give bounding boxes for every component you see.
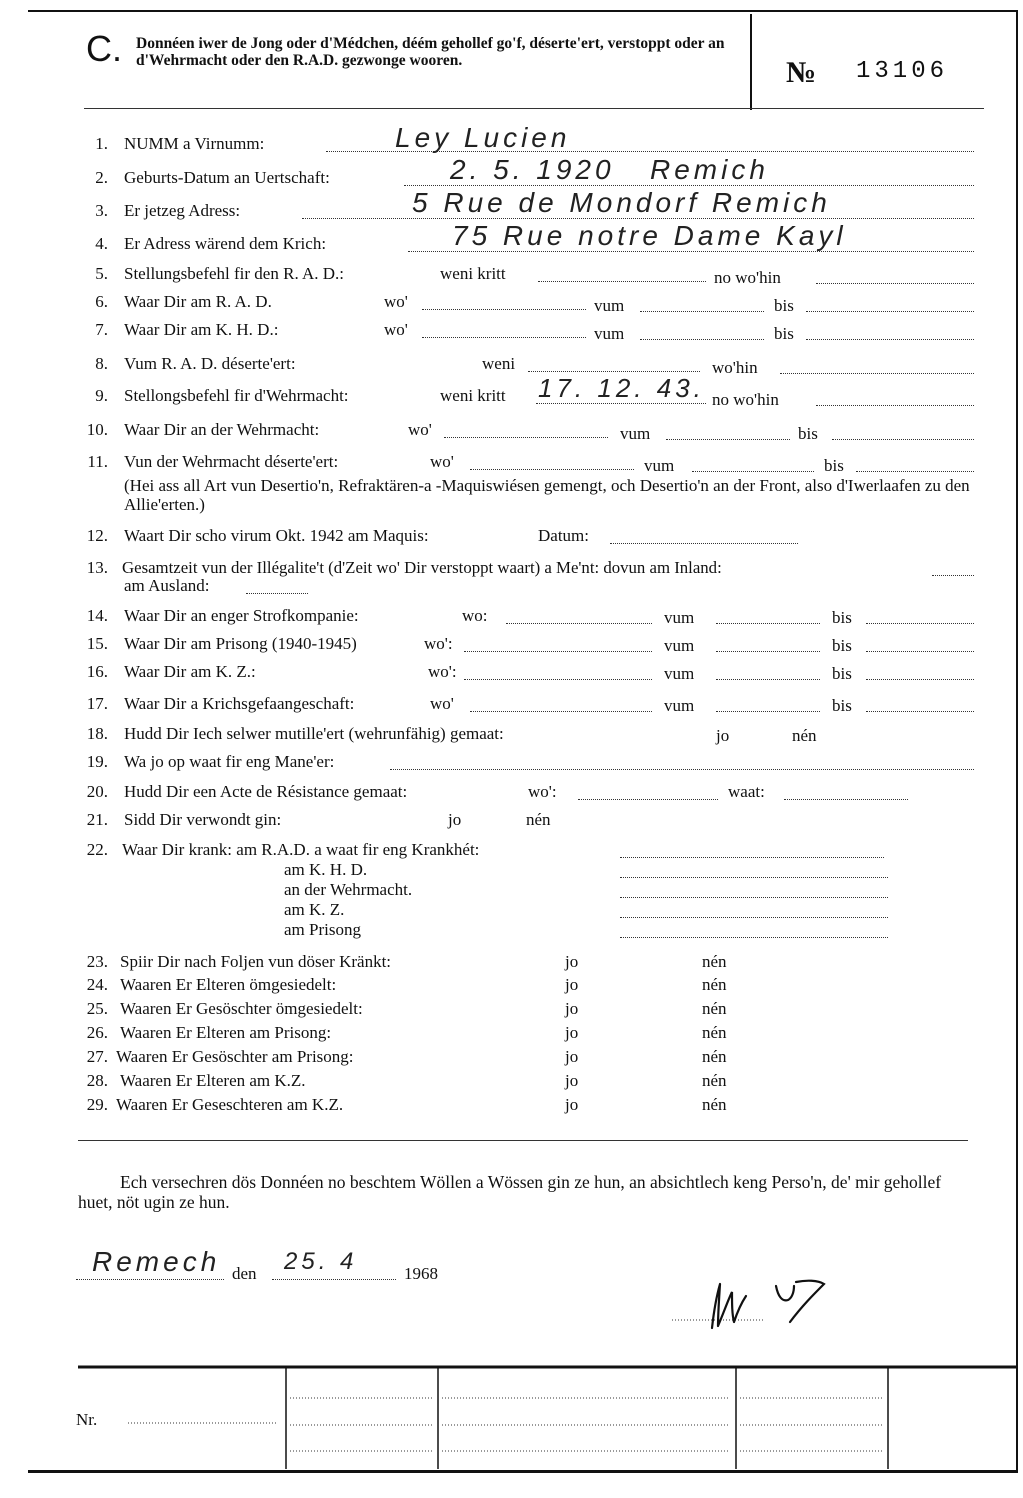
footer-table	[28, 1365, 1016, 1471]
item-label: Hudd Dir Iech selwer mutille'ert (wehrunfähig) gemaat:	[124, 724, 504, 743]
fill-line[interactable]	[470, 711, 652, 712]
option-no[interactable]: nén	[702, 999, 727, 1018]
item-label: Er jetzeg Adress:	[124, 201, 241, 220]
item-label: Stellungsbefehl fir den R. A. D.:	[124, 264, 345, 283]
field-label: bis	[774, 296, 794, 315]
item-number: 21.	[86, 810, 108, 829]
item-label: Gesamtzeit vun der Illégalite't (d'Zeit wo' Dir verstoppt waart) a Me'nt: dovun am Inland:	[122, 558, 722, 577]
fill-line[interactable]	[408, 251, 974, 252]
field-label: Datum:	[538, 526, 589, 545]
item-number: 19.	[86, 752, 108, 771]
option-yes[interactable]: jo	[565, 1071, 579, 1090]
option-no[interactable]: nén	[702, 975, 727, 994]
fill-line[interactable]	[578, 799, 718, 800]
item-label: Waaren Er Geseschteren am K.Z.	[116, 1095, 344, 1114]
fill-line[interactable]	[390, 769, 974, 770]
item-number: 24.	[86, 975, 108, 994]
field-label: wo'	[384, 292, 408, 311]
field-label: bis	[832, 696, 852, 715]
fill-line[interactable]	[716, 711, 820, 712]
option-yes[interactable]: jo	[716, 726, 730, 745]
field-label: wo'	[430, 452, 454, 471]
option-yes[interactable]: jo	[565, 975, 579, 994]
fill-line[interactable]	[666, 439, 790, 440]
item-number: 27.	[86, 1047, 108, 1066]
item-label: Stellongsbefehl fir d'Wehrmacht:	[124, 386, 349, 405]
nr-label: Nr.	[76, 1410, 98, 1429]
number-sign: №	[786, 56, 817, 89]
section-separator	[78, 1140, 968, 1141]
fill-line[interactable]	[716, 651, 820, 652]
item-label: Wa jo op waat fir eng Mane'er:	[124, 752, 335, 771]
field-label: weni	[482, 354, 516, 373]
item-number: 25.	[86, 999, 108, 1018]
option-yes[interactable]: jo	[565, 1047, 579, 1066]
frame-right	[1016, 10, 1018, 1472]
option-yes[interactable]: jo	[565, 1023, 579, 1042]
item-number: 29.	[86, 1095, 108, 1114]
item-number: 17.	[86, 694, 108, 713]
item-11-note: (Hei ass all Art vun Desertio'n, Refraktären-a -Maquiswiésen gemengt, och Desertio'n an der Front, also d'Iwerlaafen zu den Allie'erten.)	[124, 476, 970, 514]
handwritten-birth-place: Remich	[650, 154, 769, 185]
option-no[interactable]: nén	[792, 726, 817, 745]
fill-line[interactable]	[692, 471, 814, 472]
field-label: weni kritt	[440, 386, 506, 405]
item-number: 7.	[95, 320, 108, 339]
fill-line[interactable]	[610, 543, 798, 544]
field-label: bis	[824, 456, 844, 475]
item-number: 16.	[86, 662, 108, 681]
field-label: bis	[774, 324, 794, 343]
item-number: 20.	[86, 782, 108, 801]
item-label: Hudd Dir een Acte de Résistance gemaat:	[124, 782, 408, 801]
field-label: vum	[664, 664, 695, 683]
item-label: Waar Dir an enger Strofkompanie:	[124, 606, 359, 625]
field-label: wo':	[428, 662, 457, 681]
option-no[interactable]: nén	[702, 1071, 727, 1090]
handwritten-order-date: 17. 12. 43.	[538, 373, 705, 403]
den-label: den	[232, 1264, 257, 1283]
item-label: Waar Dir krank: am R.A.D. a waat fir eng Krankhét:	[122, 840, 480, 859]
field-label: bis	[832, 664, 852, 683]
handwritten-place: Remech	[92, 1246, 221, 1277]
item-number: 5.	[95, 264, 108, 283]
fill-line[interactable]	[832, 439, 974, 440]
field-label: wo':	[424, 634, 453, 653]
field-label: no wo'hin	[712, 390, 779, 409]
fill-line[interactable]	[806, 311, 974, 312]
fill-line[interactable]	[404, 185, 974, 186]
item-number: 8.	[95, 354, 108, 373]
fill-line[interactable]	[866, 711, 974, 712]
header-underline	[84, 108, 984, 109]
sub-label: am K. Z.	[284, 900, 345, 919]
handwritten-war-address: 75 Rue notre Dame Kayl	[452, 220, 847, 251]
item-label: Geburts-Datum an Uertschaft:	[124, 168, 330, 187]
item-label: Waar Dir am R. A. D.	[124, 292, 272, 311]
frame-top	[28, 10, 1018, 12]
fill-line[interactable]	[932, 575, 974, 576]
item-number: 3.	[95, 201, 108, 220]
form-number: 13106	[856, 58, 949, 85]
item-label: Waar Dir an der Wehrmacht:	[124, 420, 320, 439]
field-label: vum	[594, 296, 625, 315]
item-label: Waart Dir scho virum Okt. 1942 am Maquis:	[124, 526, 429, 545]
item-label: NUMM a Virnumm:	[124, 134, 265, 153]
item-number: 14.	[86, 606, 108, 625]
option-no[interactable]: nén	[526, 810, 551, 829]
fill-line[interactable]	[620, 917, 888, 918]
field-label: weni kritt	[440, 264, 506, 283]
fill-line[interactable]	[640, 339, 764, 340]
field-label: waat:	[728, 782, 765, 801]
item-number: 18.	[86, 724, 108, 743]
item-label: Waaren Er Gesöschter ömgesiedelt:	[120, 999, 363, 1018]
fill-line[interactable]	[470, 469, 634, 470]
item-number: 15.	[86, 634, 108, 653]
option-no[interactable]: nén	[702, 952, 727, 971]
item-label: Waar Dir am Prisong (1940-1945)	[124, 634, 357, 653]
fill-line[interactable]	[866, 651, 974, 652]
field-label: vum	[620, 424, 651, 443]
item-label: Sidd Dir verwondt gin:	[124, 810, 282, 829]
field-label: vum	[594, 324, 625, 343]
field-label: wo'	[408, 420, 432, 439]
item-label: Vun der Wehrmacht déserte'ert:	[124, 452, 339, 471]
handwritten-name: Ley Lucien	[395, 122, 571, 153]
fill-line[interactable]	[784, 799, 908, 800]
fill-line[interactable]	[806, 339, 974, 340]
field-label: no wo'hin	[714, 268, 781, 287]
header-title: Donnéen iwer de Jong oder d'Médchen, déém gehollef go'f, déserte'ert, verstoppt oder an d'Wehrmacht oder den R.A.D. gezwonge wooren.	[136, 35, 725, 69]
field-label: bis	[798, 424, 818, 443]
handwritten-date: 25. 4	[284, 1248, 358, 1275]
fill-line[interactable]	[538, 281, 706, 282]
fill-line[interactable]	[620, 937, 888, 938]
item-number: 23.	[86, 952, 108, 971]
sub-label: am Prisong	[284, 920, 361, 939]
fill-line[interactable]	[506, 623, 652, 624]
item-number: 6.	[95, 292, 108, 311]
fill-line[interactable]	[536, 403, 706, 404]
fill-line[interactable]	[716, 679, 820, 680]
fill-line[interactable]	[640, 311, 764, 312]
option-yes[interactable]: jo	[565, 952, 579, 971]
field-label: vum	[664, 636, 695, 655]
item-number: 9.	[95, 386, 108, 405]
fill-line[interactable]	[464, 679, 652, 680]
item-number: 13.	[86, 558, 108, 577]
header-divider	[750, 14, 752, 110]
handwritten-current-address: 5 Rue de Mondorf Remich	[412, 187, 831, 218]
field-label: am Ausland:	[124, 576, 210, 595]
field-label: vum	[664, 696, 695, 715]
item-number: 10.	[86, 420, 108, 439]
date-fill-line[interactable]	[272, 1279, 396, 1280]
item-label: Spiir Dir nach Foljen vun döser Kränkt:	[120, 952, 392, 971]
item-label: Waaren Er Elteren am Prisong:	[120, 1023, 332, 1042]
field-label: bis	[832, 636, 852, 655]
fill-line[interactable]	[620, 897, 888, 898]
option-no[interactable]: nén	[702, 1047, 727, 1066]
option-no[interactable]: nén	[702, 1095, 727, 1114]
item-label: Waar Dir a Krichsgefaangeschaft:	[124, 694, 355, 713]
option-no[interactable]: nén	[702, 1023, 727, 1042]
item-number: 12.	[86, 526, 108, 545]
item-number: 22.	[86, 840, 108, 859]
field-label: wo'	[430, 694, 454, 713]
fill-line[interactable]	[528, 371, 700, 372]
field-label: wo'hin	[712, 358, 758, 377]
fill-line[interactable]	[816, 283, 974, 284]
item-number: 2.	[95, 168, 108, 187]
fill-line[interactable]	[780, 373, 974, 374]
sub-label: an der Wehrmacht.	[284, 880, 413, 899]
year-label: 1968	[404, 1264, 438, 1283]
fill-line[interactable]	[246, 593, 308, 594]
option-yes[interactable]: jo	[448, 810, 462, 829]
fill-line[interactable]	[856, 471, 974, 472]
option-yes[interactable]: jo	[565, 1095, 579, 1114]
item-label: Vum R. A. D. déserte'ert:	[124, 354, 296, 373]
item-number: 4.	[95, 234, 108, 253]
item-number: 26.	[86, 1023, 108, 1042]
field-label: bis	[832, 608, 852, 627]
item-label: Waar Dir am K. Z.:	[124, 662, 256, 681]
fill-line[interactable]	[816, 405, 974, 406]
fill-line[interactable]	[620, 877, 888, 878]
declaration-text: Ech versechren dös Donnéen no beschtem Wöllen a Wössen gin ze hun, an absichtlech keng Perso'n, de' mir gehollef huet, nöt ugin ze hun.	[78, 1172, 942, 1212]
fill-line[interactable]	[866, 623, 974, 624]
option-yes[interactable]: jo	[565, 999, 579, 1018]
item-label: Waaren Er Elteren am K.Z.	[120, 1071, 306, 1090]
item-number: 1.	[95, 134, 108, 153]
field-label: vum	[664, 608, 695, 627]
field-label: vum	[644, 456, 675, 475]
item-number: 11.	[87, 452, 108, 471]
fill-line[interactable]	[302, 218, 974, 219]
fill-line[interactable]	[464, 651, 652, 652]
place-fill-line[interactable]	[76, 1279, 224, 1280]
fill-line[interactable]	[866, 679, 974, 680]
fill-line[interactable]	[422, 337, 586, 338]
field-label: wo'	[384, 320, 408, 339]
fill-line[interactable]	[716, 623, 820, 624]
sub-label: am K. H. D.	[284, 860, 368, 879]
fill-line[interactable]	[444, 437, 608, 438]
item-label: Waaren Er Gesöschter am Prisong:	[116, 1047, 354, 1066]
item-label: Waaren Er Elteren ömgesiedelt:	[120, 975, 337, 994]
item-label: Er Adress wärend dem Krich:	[124, 234, 327, 253]
signature	[672, 1270, 852, 1340]
field-label: wo:	[462, 606, 488, 625]
fill-line[interactable]	[620, 857, 884, 858]
item-number: 28.	[86, 1071, 108, 1090]
section-letter: C.	[86, 28, 122, 69]
handwritten-birth-date: 2. 5. 1920	[450, 154, 615, 185]
fill-line[interactable]	[422, 309, 586, 310]
item-label: Waar Dir am K. H. D.:	[124, 320, 279, 339]
field-label: wo':	[528, 782, 557, 801]
